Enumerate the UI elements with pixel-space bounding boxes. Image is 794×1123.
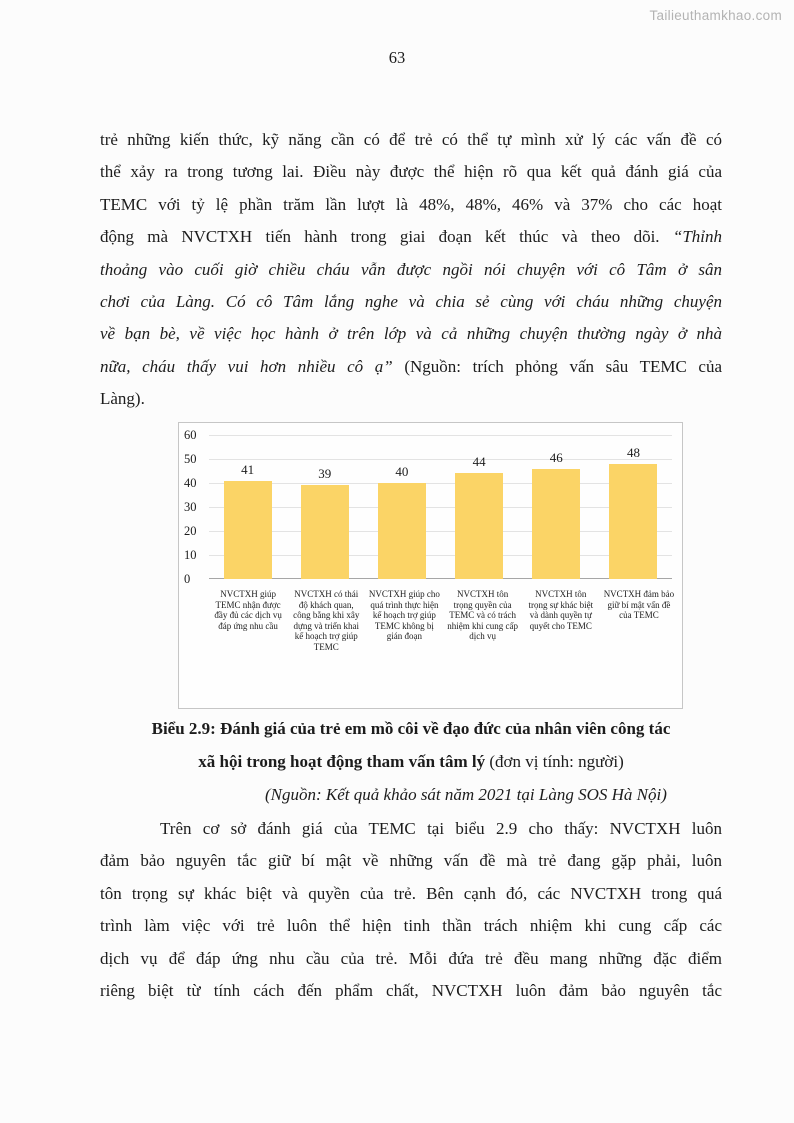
text-line (100, 351, 722, 383)
text-line (100, 813, 722, 845)
text-segment: chơi của Làng. Có cô Tâm lắng nghe và chia sẻ cùng với cháu những chuyện (100, 292, 722, 312)
category-label: NVCTXH tôn trọng quyền của TEMC và có trách nhiệm khi cung cấp dịch vụ (447, 589, 518, 641)
category-label: NVCTXH giúp cho quá trình thực hiện kế hoạch trợ giúp TEMC không bị gián đoạn (368, 589, 440, 641)
text-line (100, 221, 722, 253)
bars-group (209, 435, 672, 579)
text-line (100, 254, 722, 286)
text-segment: trình làm việc với trẻ luôn thể hiện tinh thần trách nhiệm khi cung cấp các (100, 916, 722, 936)
text-line (100, 383, 722, 415)
text-segment: (Nguồn: Kết quả khảo sát năm 2021 tại Làng SOS Hà Nội) (265, 785, 667, 804)
bar-slot (363, 435, 440, 579)
bar-value-label: 39 (318, 466, 332, 481)
bar (532, 469, 580, 579)
category-label: NVCTXH giúp TEMC nhận được đầy đủ các dịch vụ đáp ứng nhu cầu (214, 589, 282, 631)
text-line (100, 318, 722, 350)
text-segment: (đơn vị tính: người) (489, 752, 624, 771)
y-tick-label: 30 (184, 500, 197, 514)
text-segment: (Nguồn: trích phỏng vấn sâu TEMC của (392, 356, 723, 376)
page-number: 63 (388, 48, 406, 67)
y-tick-label: 60 (184, 428, 197, 442)
y-tick-label: 10 (184, 548, 197, 562)
bar (378, 483, 426, 579)
text-segment: Làng). (100, 389, 145, 409)
chart-x-axis-labels (209, 589, 678, 652)
chart-plot-area (209, 435, 672, 579)
text-segment: thể xảy ra trong tương lai. Điều này được thể hiện rõ qua kết quả đánh giá của (100, 162, 722, 182)
bar-chart (178, 422, 683, 709)
y-tick-label: 40 (184, 476, 197, 490)
category-label: NVCTXH tôn trọng sự khác biệt và dành quyền tự quyết cho TEMC (528, 589, 594, 631)
text-segment: Trên cơ sở đánh giá của TEMC tại biểu 2.9 cho thấy: NVCTXH luôn (160, 819, 722, 838)
y-tick-label: 0 (184, 572, 191, 586)
text-segment: động mà NVCTXH tiến hành trong giai đoạn kết thúc và theo dõi. (100, 227, 673, 247)
text-line (100, 975, 722, 1007)
chart-caption (100, 712, 722, 811)
text-segment: thoảng vào cuối giờ chiều cháu vẫn được ngồi nói chuyện với cô Tâm ở sân (100, 259, 722, 279)
text-line (100, 878, 722, 910)
text-segment: đảm bảo nguyên tắc giữ bí mật về những vấn đề mà trẻ đang gặp phải, luôn (100, 851, 722, 871)
category-label: NVCTXH có thái độ khách quan, công bằng khi xây dựng và triển khai kế hoạch trợ giúp TEMC (293, 589, 360, 652)
text-segment: riêng biệt từ tính cách đến phẩm chất, NVCTXH luôn đảm bảo nguyên tắc (100, 981, 722, 1001)
bar-slot (209, 435, 286, 579)
text-line (100, 943, 722, 975)
bar-slot (441, 435, 518, 579)
text-line (100, 910, 722, 942)
bar-value-label: 48 (626, 445, 640, 460)
category-label: NVCTXH đảm bảo giữ bí mật vấn đề của TEMC (603, 589, 675, 620)
text-line (100, 712, 722, 745)
text-line (100, 778, 722, 811)
y-tick-label: 50 (184, 452, 197, 466)
text-segment: về bạn bè, về việc học hành ở trên lớp và cả những chuyện thường ngày ở nhà (100, 324, 722, 344)
text-line (100, 189, 722, 221)
text-line (100, 124, 722, 156)
bar-value-label: 40 (395, 464, 409, 479)
text-segment: xã hội trong hoạt động tham vấn tâm lý (198, 752, 490, 771)
bar-value-label: 41 (241, 462, 255, 477)
text-segment: TEMC với tỷ lệ phần trăm lần lượt là 48%, 48%, 46% và 37% cho các hoạt (100, 194, 722, 214)
y-tick-label: 20 (184, 524, 197, 538)
bar-value-label: 44 (472, 454, 486, 469)
body-paragraph-2 (100, 813, 722, 1007)
text-segment: dịch vụ để đáp ứng nhu cầu của trẻ. Mỗi đứa trẻ đều mang những đặc điểm (100, 948, 722, 968)
text-segment: Biểu 2.9: Đánh giá của trẻ em mồ côi về đạo đức của nhân viên công tác (151, 719, 671, 738)
text-segment: nữa, cháu thấy vui hơn nhiều cô ạ” (100, 356, 393, 376)
bar (301, 485, 349, 579)
bar-slot (518, 435, 595, 579)
bar (224, 481, 272, 579)
text-line (100, 845, 722, 877)
bar-slot (595, 435, 672, 579)
body-paragraph-1 (100, 124, 722, 416)
bar-slot (286, 435, 363, 579)
text-segment: tôn trọng sự khác biệt và quyền của trẻ. Bên cạnh đó, các NVCTXH trong quá (100, 883, 722, 903)
bar-value-label: 46 (549, 450, 563, 465)
watermark: Tailieuthamkhao.com (649, 8, 782, 23)
text-line (100, 156, 722, 188)
text-line (100, 745, 722, 778)
bar (455, 473, 503, 579)
text-segment: “Thỉnh (672, 227, 722, 247)
text-line (100, 286, 722, 318)
bar (609, 464, 657, 579)
text-segment: trẻ những kiến thức, kỹ năng cần có để trẻ có thể tự mình xử lý các vấn đề có (100, 130, 722, 149)
